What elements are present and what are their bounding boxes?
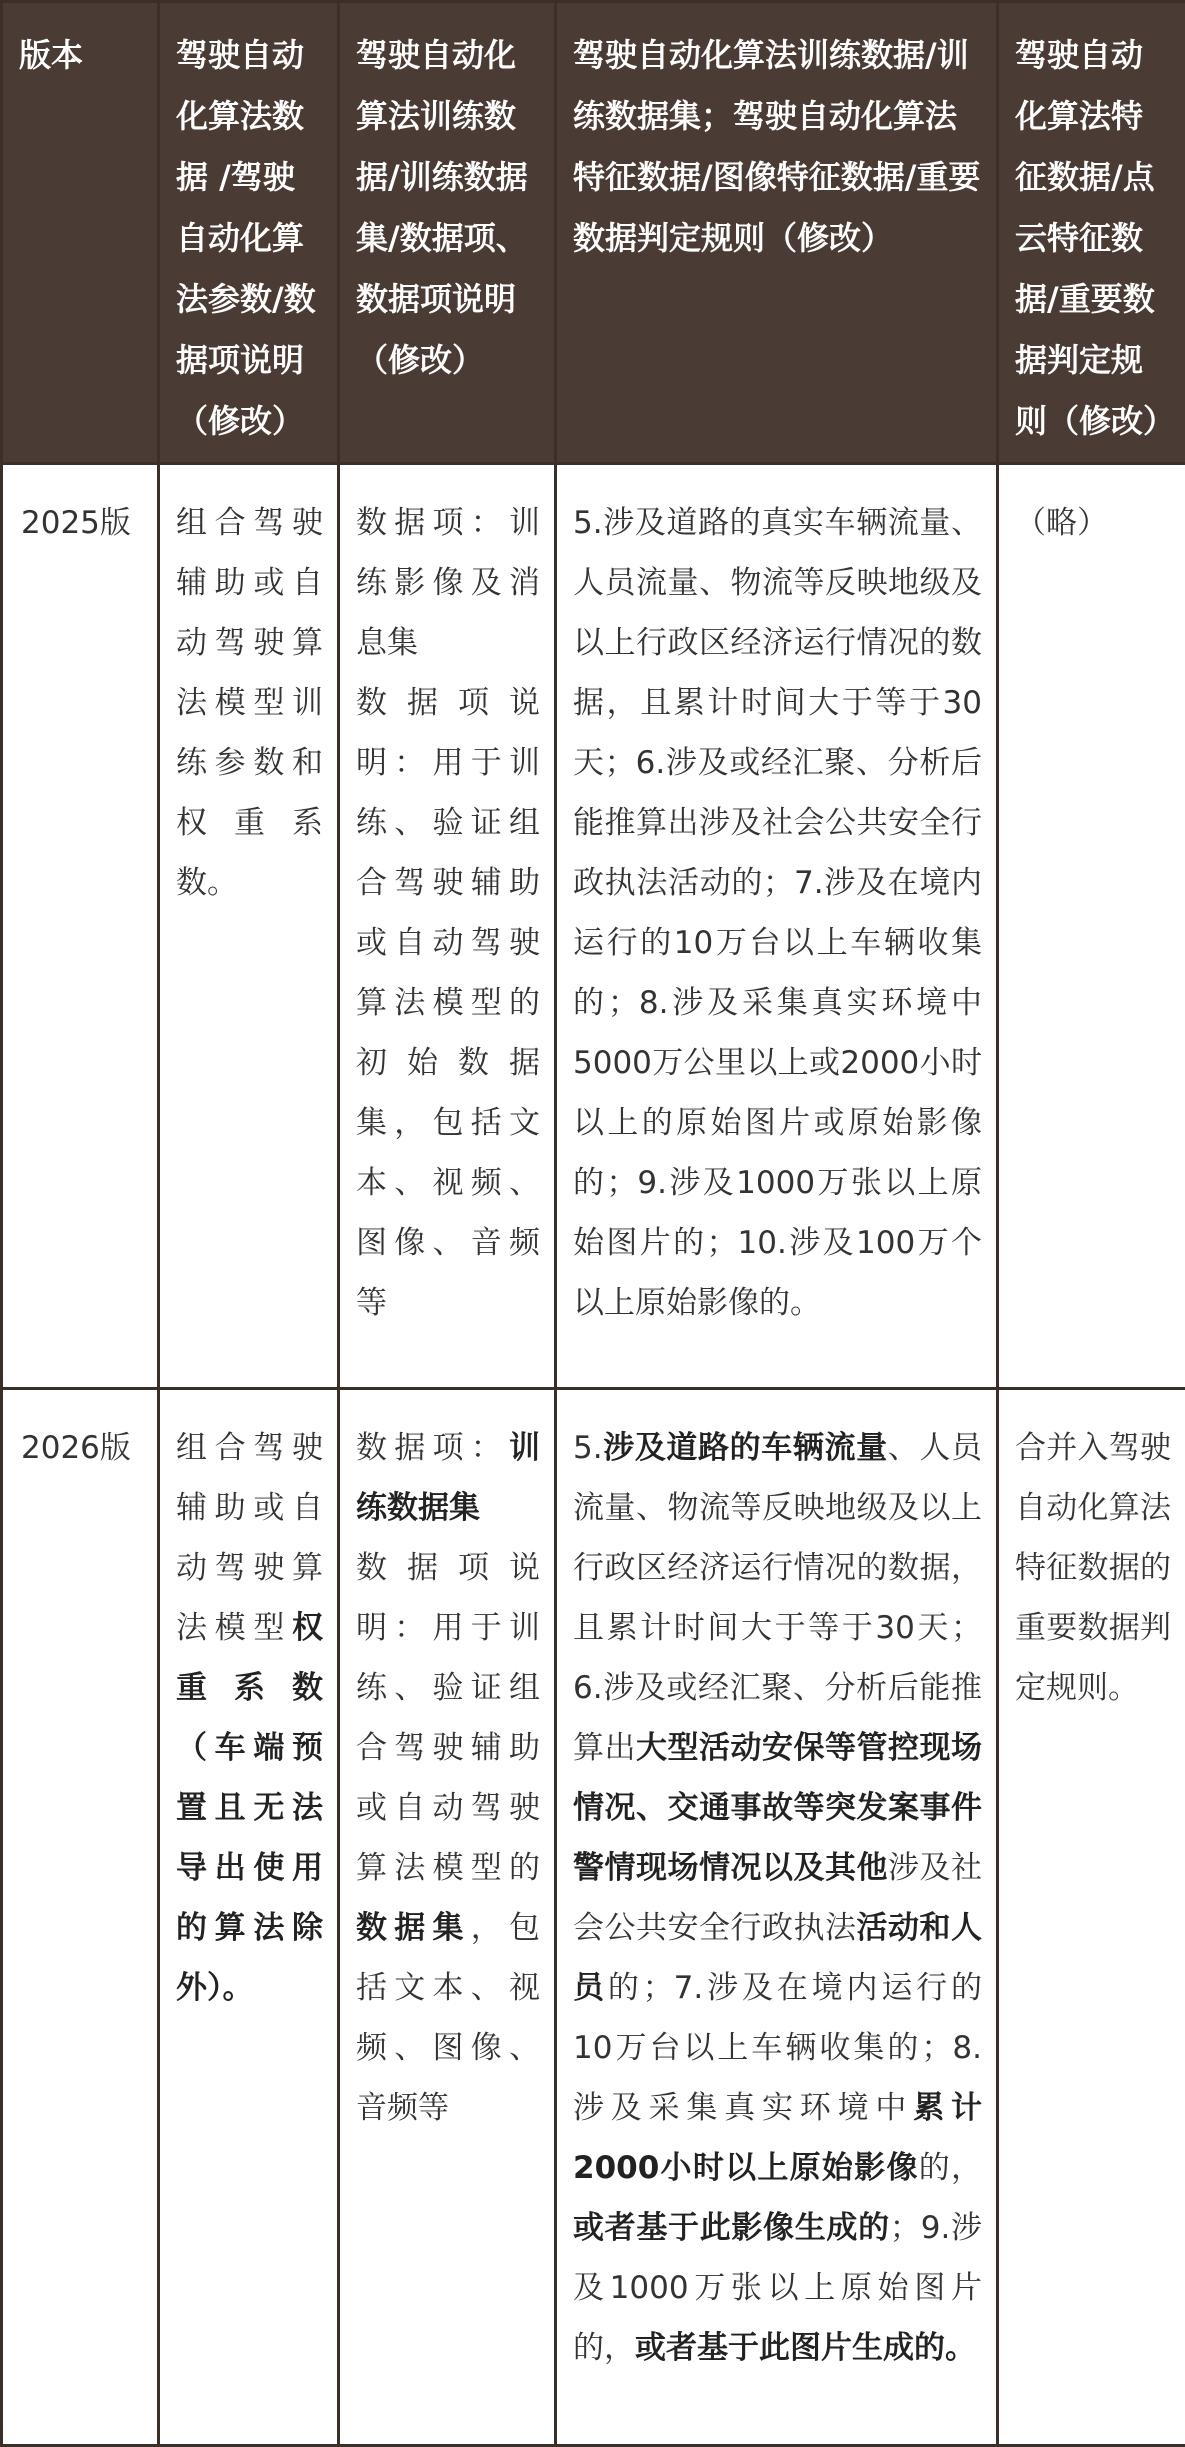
text-segment: 合并入驾驶自动化算法特征数据的重要数据判定规则。 [1015,1430,1171,1706]
pointcloud-cell [998,464,1185,1389]
text-segment: 的；7.涉及在境内运行的10万台以上车辆收集的；8.涉及采集真实环境中 [573,1970,982,2126]
version-cell: 2025版 [2,464,159,1389]
bold-text-segment: 权重系数（车端预置且无法导出使用的算法除外）。 [176,1610,323,2006]
text-segment: 数据项：训练影像及消息集 [356,505,540,661]
text-segment: 数据项说明：用于训练、验证组合驾驶辅助或自动驾驶算法模型的初始数据集，包括文本、视频、图像、音频等 [356,685,540,1321]
data-item-label [356,1418,540,1538]
items-cell [339,464,556,1389]
bold-text-segment: 或者基于此图片生成的。 [635,2330,976,2366]
params-cell [159,1389,339,2446]
rules-cell [556,1389,998,2446]
params-cell [159,464,339,1389]
text-segment: （略） [1015,505,1108,541]
text-segment: 组合驾驶辅助或自动驾驶算法模型 [176,1430,323,1646]
text-segment: 5. [573,1430,603,1466]
header-version: 版本 [2,2,159,464]
header-algorithm-params: 驾驶自动化算法数据 /驾驶自动化算法参数/数据项说明（修改） [159,2,339,464]
data-item-description [356,673,540,1333]
data-item-label [356,493,540,673]
bold-text-segment: 训练数据集 [356,1430,540,1526]
text-segment: 5.涉及道路的真实车辆流量、人员流量、物流等反映地级及以上行政区经济运行情况的数据，且累计时间大于等于30天；6.涉及或经汇聚、分析后能推算出涉及社会公共安全行政执法活动的；7.涉及在境内运行的10万台以上车辆收集的；8.涉及采集真实环境中5000万公里以上或2000小时以上的原始图片或原始影像的；9.涉及1000万张以上原始图片的；10.涉及100万个以上原始影像的。 [573,505,982,1321]
header-pointcloud-feature-rules: 驾驶自动化算法特征数据/点云特征数据/重要数据判定规则（修改） [998,2,1185,464]
bold-text-segment: 大型活动安保等管控现场情况、交通事故等突发案事件警情现场情况以及其他 [573,1730,982,1886]
table-header-row [2,2,1185,464]
data-item-description [356,1538,540,2138]
text-segment: 、人员流量、物流等反映地级及以上行政区经济运行情况的数据，且累计时间大于等于30天；6.涉及或经汇聚、分析后能推算出 [573,1430,982,1766]
bold-text-segment: 数据集 [356,1910,471,1946]
text-segment: 涉及社会公共安全行政执法 [573,1850,982,1946]
version-cell: 2026版 [2,1389,159,2446]
bold-text-segment: 累计2000小时以上原始影像 [573,2090,982,2186]
bold-text-segment: 活动和人员 [573,1910,982,2006]
header-image-feature-rules: 驾驶自动化算法训练数据/训练数据集；驾驶自动化算法特征数据/图像特征数据/重要数据判定规则（修改） [556,2,998,464]
text-segment: ；9.涉及1000万张以上原始图片的， [573,2210,982,2366]
table-row [2,1389,1185,2446]
text-segment: 的， [919,2150,982,2186]
text-segment: 组合驾驶辅助或自动驾驶算法模型训练参数和权重系数。 [176,505,323,901]
table-row [2,464,1185,1389]
bold-text-segment: 或者基于此影像生成的 [573,2210,890,2246]
text-segment: ，包括文本、视频、图像、音频等 [356,1910,540,2126]
pointcloud-cell [998,1389,1185,2446]
header-training-data-items: 驾驶自动化算法训练数据/训练数据集/数据项、数据项说明（修改） [339,2,556,464]
text-segment: 数据项说明：用于训练、验证组合驾驶辅助或自动驾驶算法模型的 [356,1550,540,1886]
rules-cell [556,464,998,1389]
items-cell [339,1389,556,2446]
bold-text-segment: 涉及道路的车辆流量 [603,1430,888,1466]
text-segment: 数据项： [356,1430,509,1466]
